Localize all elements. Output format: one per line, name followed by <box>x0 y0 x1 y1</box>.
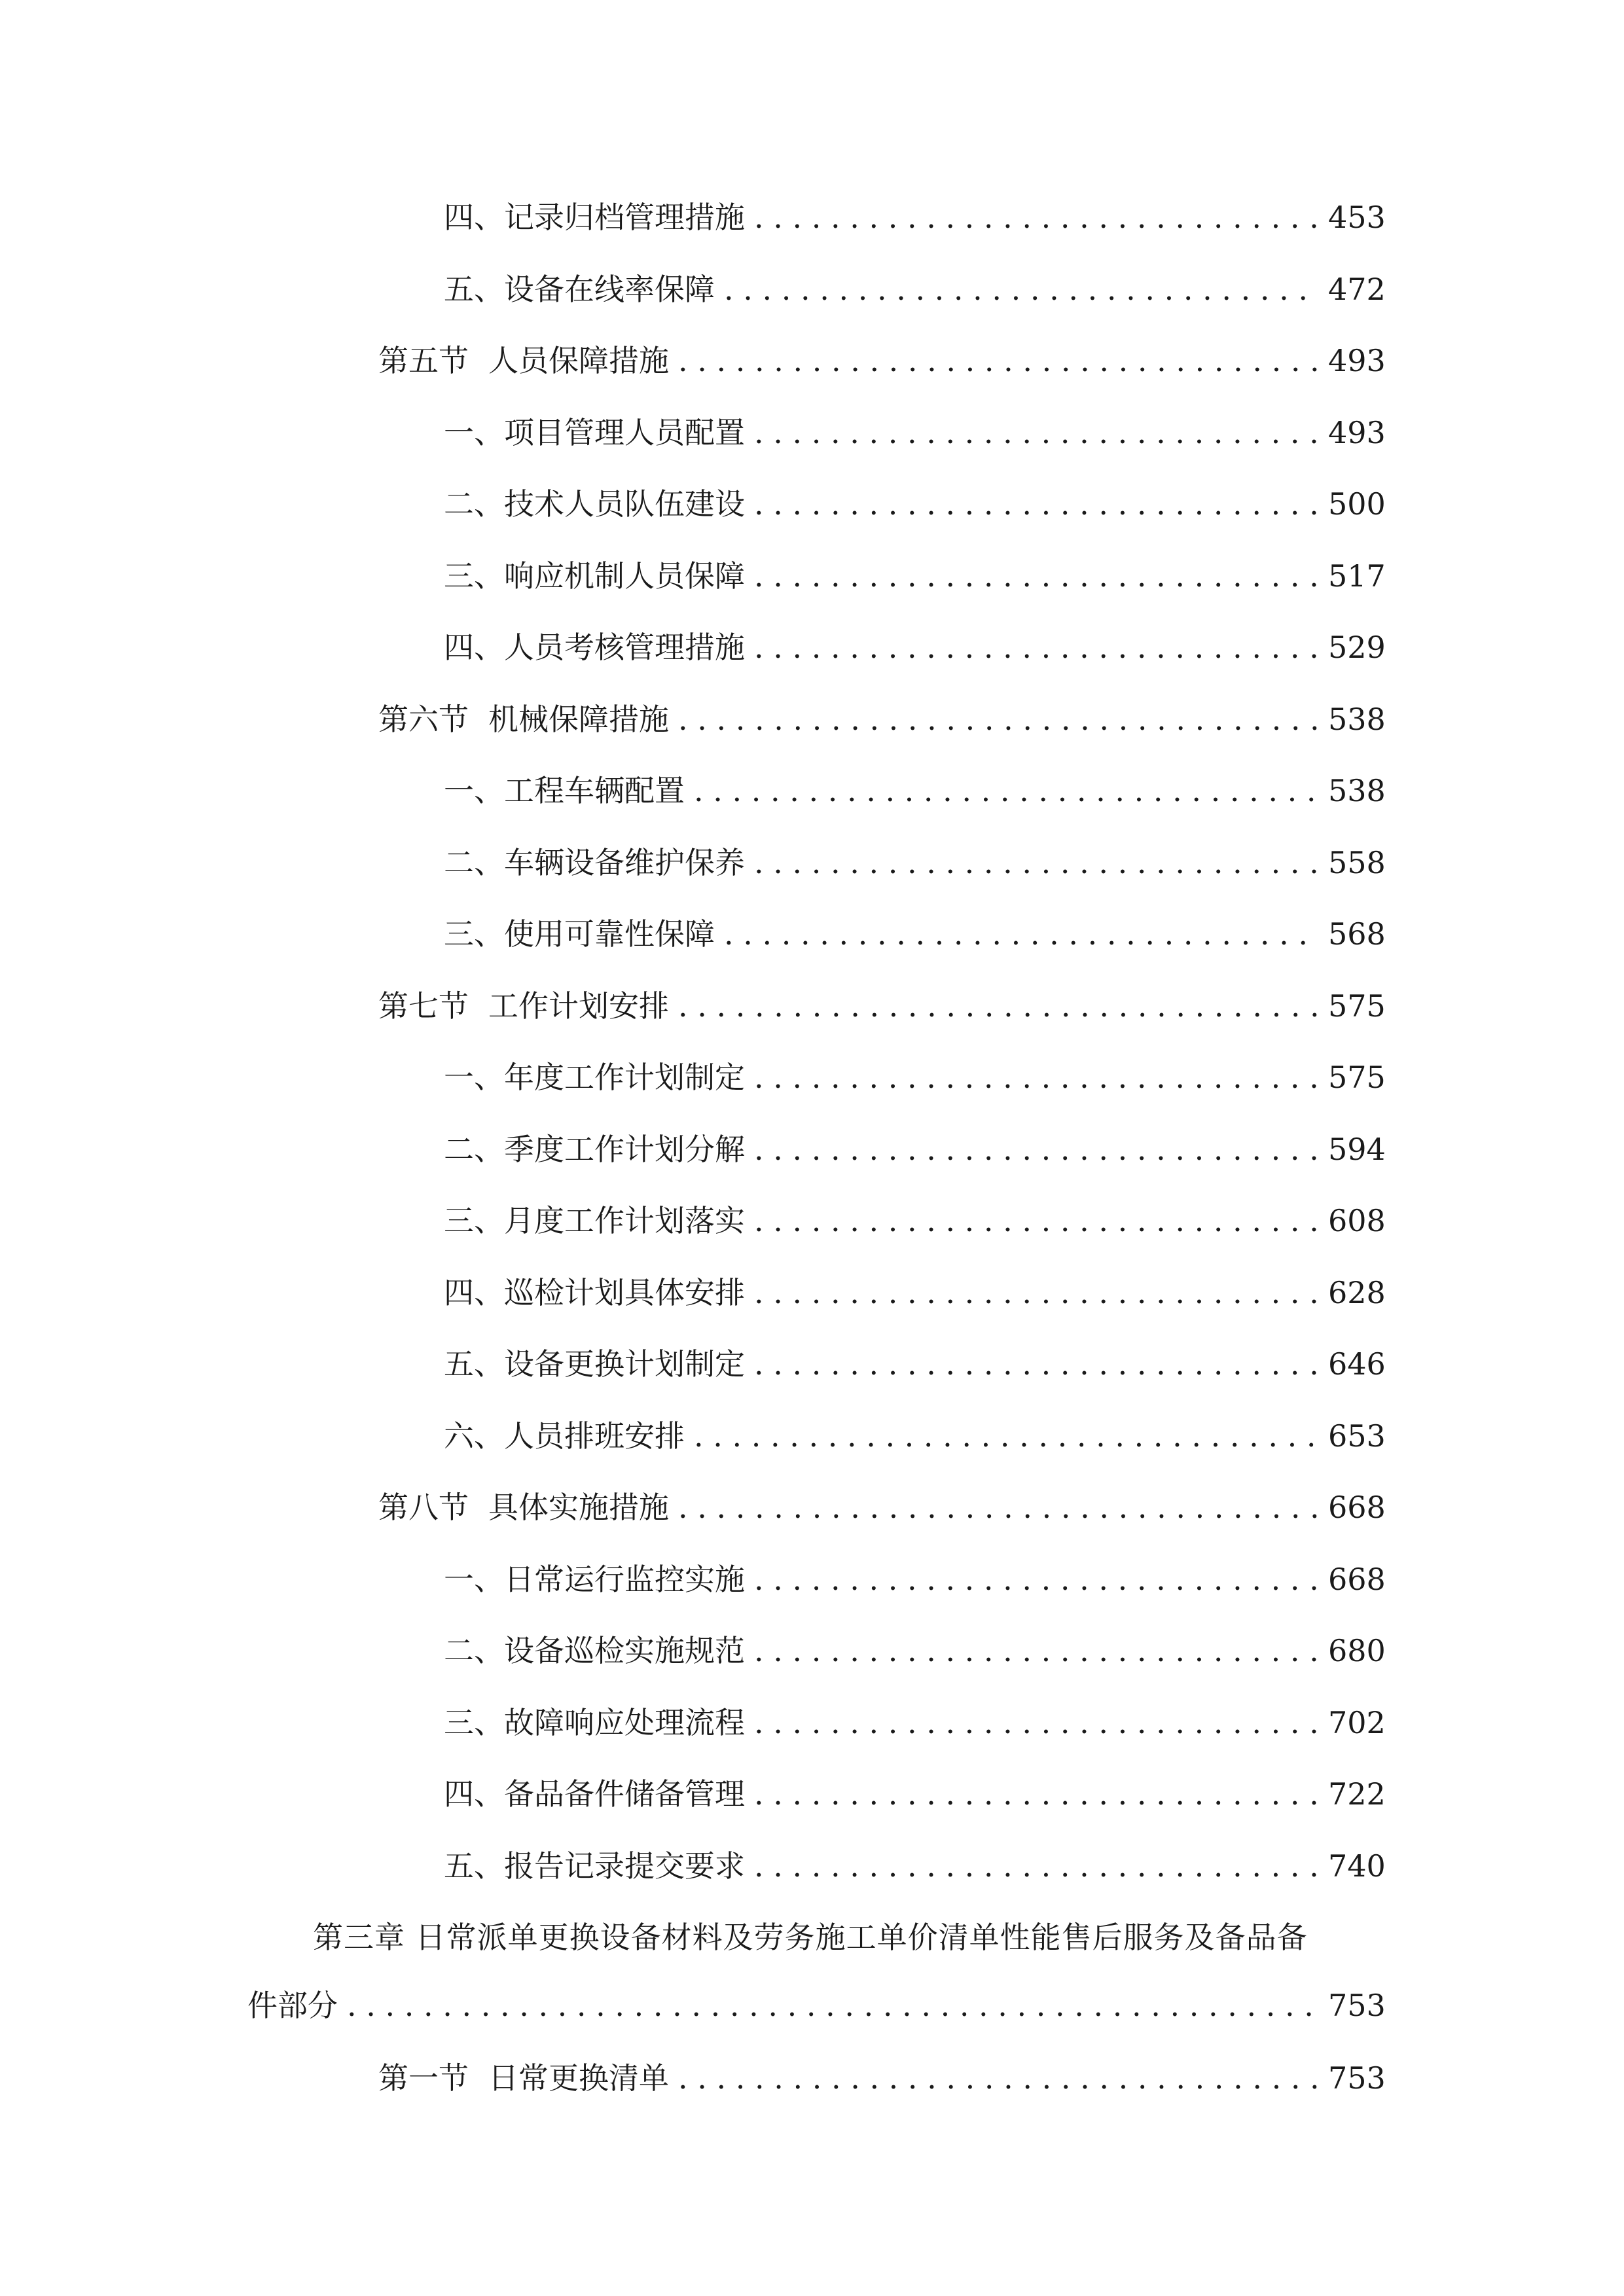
entry-title: 备品备件储备管理 <box>504 1776 745 1812</box>
toc-section-entry[interactable] <box>378 700 1386 739</box>
toc-section-entry[interactable] <box>378 341 1386 380</box>
toc-entry[interactable] <box>444 1344 1386 1384</box>
entry-page-number: 493 <box>1328 415 1386 450</box>
toc-entry[interactable] <box>444 914 1386 954</box>
entry-number: 四、 <box>444 1776 504 1812</box>
entry-number: 四、 <box>444 630 504 665</box>
entry-title: 车辆设备维护保养 <box>504 845 745 880</box>
toc-entry[interactable] <box>444 1774 1386 1814</box>
entry-page-number: 753 <box>1328 1988 1386 2023</box>
dot-leader <box>754 1273 1318 1312</box>
dot-leader <box>754 1130 1318 1169</box>
toc-entry[interactable] <box>444 1416 1386 1456</box>
entry-title: 响应机制人员保障 <box>504 558 745 594</box>
toc-entry[interactable] <box>444 1631 1386 1670</box>
entry-number: 五、 <box>444 1346 504 1382</box>
entry-number: 四、 <box>444 200 504 235</box>
entry-page-number: 575 <box>1328 1060 1386 1095</box>
section-number: 第八节 <box>378 1490 469 1525</box>
entry-page-number: 472 <box>1328 272 1386 307</box>
dot-leader <box>754 556 1318 596</box>
dot-leader <box>754 1846 1318 1886</box>
dot-leader <box>754 843 1318 882</box>
entry-title: 使用可靠性保障 <box>504 916 715 952</box>
entry-page-number: 558 <box>1328 845 1386 880</box>
entry-page-number: 668 <box>1328 1562 1386 1597</box>
section-number: 第五节 <box>378 343 469 378</box>
entry-number: 五、 <box>444 272 504 307</box>
entry-page-number: 500 <box>1328 486 1386 522</box>
dot-leader <box>754 1703 1318 1742</box>
entry-number: 一、 <box>444 1562 504 1597</box>
entry-page-number: 538 <box>1328 702 1386 737</box>
entry-number: 二、 <box>444 845 504 880</box>
entry-page-number: 740 <box>1328 1848 1386 1884</box>
toc-section-entry[interactable] <box>378 1488 1386 1527</box>
dot-leader <box>678 700 1318 739</box>
entry-title: 年度工作计划制定 <box>504 1060 745 1095</box>
entry-page-number: 722 <box>1328 1776 1386 1812</box>
dot-leader <box>754 198 1318 237</box>
dot-leader <box>754 413 1318 452</box>
entry-page-number: 668 <box>1328 1490 1386 1525</box>
entry-page-number: 628 <box>1328 1275 1386 1310</box>
dot-leader <box>724 270 1318 309</box>
entry-page-number: 493 <box>1328 343 1386 378</box>
entry-title: 日常运行监控实施 <box>504 1562 745 1597</box>
entry-title: 设备巡检实施规范 <box>504 1633 745 1668</box>
dot-leader <box>754 1344 1318 1384</box>
entry-title: 工程车辆配置 <box>504 773 685 808</box>
toc-entry[interactable] <box>444 1130 1386 1169</box>
entry-page-number: 529 <box>1328 630 1386 665</box>
dot-leader <box>678 1488 1318 1527</box>
section-title: 机械保障措施 <box>488 702 669 737</box>
section-number: 第一节 <box>378 2060 469 2096</box>
section-title: 工作计划安排 <box>488 988 669 1024</box>
entry-page-number: 653 <box>1328 1418 1386 1454</box>
entry-title: 故障响应处理流程 <box>504 1705 745 1740</box>
entry-number: 四、 <box>444 1275 504 1310</box>
section-number: 第六节 <box>378 702 469 737</box>
toc-entry[interactable] <box>444 198 1386 237</box>
entry-title: 季度工作计划分解 <box>504 1132 745 1167</box>
entry-page-number: 594 <box>1328 1132 1386 1167</box>
dot-leader <box>754 1201 1318 1240</box>
section-title: 具体实施措施 <box>488 1490 669 1525</box>
toc-chapter-entry[interactable] <box>247 1986 1386 2025</box>
entry-title: 报告记录提交要求 <box>504 1848 745 1884</box>
dot-leader <box>678 341 1318 380</box>
entry-title: 人员考核管理措施 <box>504 630 745 665</box>
toc-entry[interactable] <box>444 1273 1386 1312</box>
toc-entry[interactable] <box>444 1846 1386 1886</box>
entry-page-number: 646 <box>1328 1346 1386 1382</box>
dot-leader <box>678 986 1318 1026</box>
entry-number: 一、 <box>444 773 504 808</box>
entry-number: 三、 <box>444 1203 504 1238</box>
entry-title: 记录归档管理措施 <box>504 200 745 235</box>
entry-page-number: 680 <box>1328 1633 1386 1668</box>
toc-entry[interactable] <box>444 843 1386 882</box>
toc-entry[interactable] <box>444 1201 1386 1240</box>
toc-entry[interactable] <box>444 413 1386 452</box>
toc-entry[interactable] <box>444 1560 1386 1599</box>
entry-number: 三、 <box>444 558 504 594</box>
dot-leader <box>754 484 1318 524</box>
entry-title: 项目管理人员配置 <box>504 415 745 450</box>
dot-leader <box>694 771 1318 810</box>
dot-leader <box>678 2058 1318 2098</box>
entry-page-number: 538 <box>1328 773 1386 808</box>
toc-entry[interactable] <box>444 270 1386 309</box>
entry-number: 二、 <box>444 486 504 522</box>
toc-entry[interactable] <box>444 628 1386 667</box>
entry-title: 月度工作计划落实 <box>504 1203 745 1238</box>
dot-leader <box>694 1416 1318 1456</box>
entry-number: 二、 <box>444 1633 504 1668</box>
entry-title: 设备更换计划制定 <box>504 1346 745 1382</box>
entry-number: 三、 <box>444 916 504 952</box>
entry-title: 巡检计划具体安排 <box>504 1275 745 1310</box>
section-number: 第七节 <box>378 988 469 1024</box>
toc-entry[interactable] <box>444 556 1386 596</box>
entry-page-number: 608 <box>1328 1203 1386 1238</box>
toc-entry[interactable] <box>444 771 1386 810</box>
dot-leader <box>754 628 1318 667</box>
toc-entry[interactable] <box>444 1058 1386 1097</box>
entry-page-number: 575 <box>1328 988 1386 1024</box>
dot-leader <box>754 1560 1318 1599</box>
entry-title: 技术人员队伍建设 <box>504 486 745 522</box>
toc-entry[interactable] <box>444 484 1386 524</box>
toc-entry[interactable] <box>444 1703 1386 1742</box>
entry-page-number: 702 <box>1328 1705 1386 1740</box>
entry-number: 一、 <box>444 1060 504 1095</box>
toc-section-entry[interactable] <box>378 2058 1386 2098</box>
chapter-title-continuation: 件部分 <box>247 1988 338 2023</box>
entry-number: 二、 <box>444 1132 504 1167</box>
entry-title: 人员排班安排 <box>504 1418 685 1454</box>
section-title: 日常更换清单 <box>488 2060 669 2096</box>
entry-number: 六、 <box>444 1418 504 1454</box>
dot-leader <box>754 1631 1318 1670</box>
dot-leader <box>754 1774 1318 1814</box>
dot-leader <box>347 1986 1318 2025</box>
dot-leader <box>754 1058 1318 1097</box>
dot-leader <box>724 914 1318 954</box>
entry-page-number: 753 <box>1328 2060 1386 2096</box>
entry-number: 三、 <box>444 1705 504 1740</box>
entry-number: 一、 <box>444 415 504 450</box>
section-title: 人员保障措施 <box>488 343 669 378</box>
entry-page-number: 453 <box>1328 200 1386 235</box>
entry-number: 五、 <box>444 1848 504 1884</box>
toc-section-entry[interactable] <box>378 986 1386 1026</box>
entry-page-number: 517 <box>1328 558 1386 594</box>
entry-page-number: 568 <box>1328 916 1386 952</box>
chapter-title: 第三章 日常派单更换设备材料及劳务施工单价清单性能售后服务及备品备 <box>313 1920 1308 1955</box>
toc-chapter-title-line1[interactable] <box>313 1918 1380 1957</box>
entry-title: 设备在线率保障 <box>504 272 715 307</box>
